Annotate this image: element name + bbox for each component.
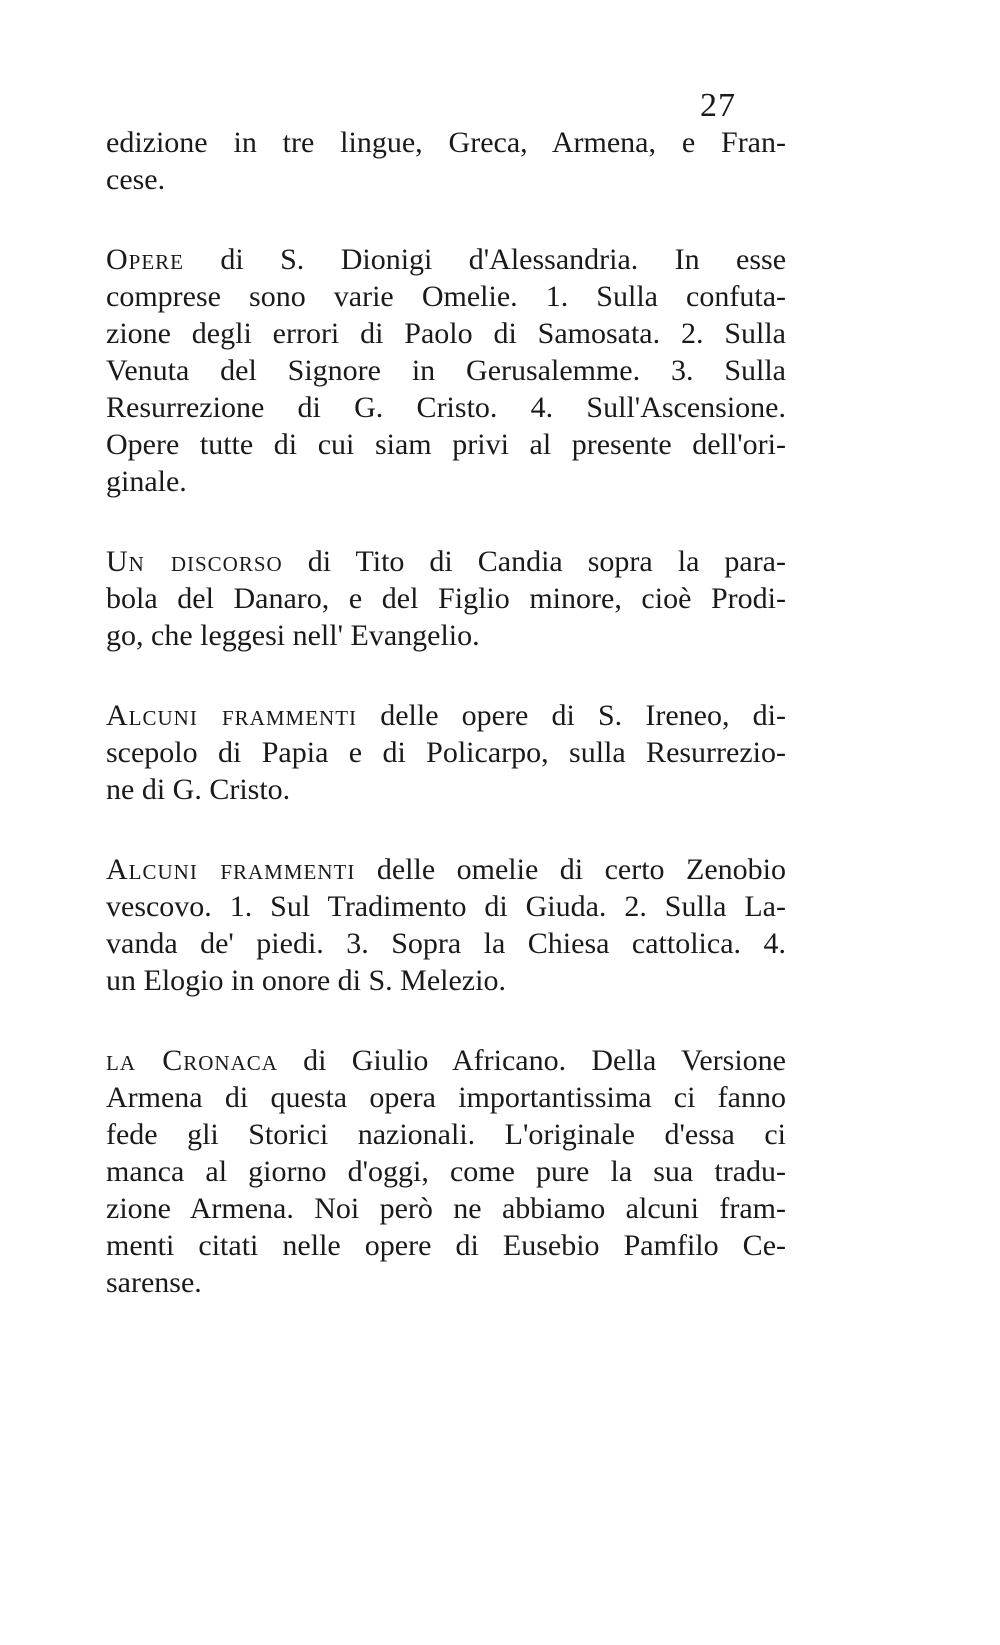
- text-fragment: di Tito di Candia sopra la para-: [307, 545, 786, 578]
- text-line: un Elogio in onore di S. Melezio.: [106, 964, 506, 997]
- text-line: bola del Danaro, e del Figlio minore, cioè Prodi-: [106, 582, 786, 615]
- page-number: 27: [700, 87, 736, 124]
- text-line-lead: [106, 241, 786, 278]
- text-line: vanda de' piedi. 3. Sopra la Chiesa cattolica. 4.: [106, 927, 786, 960]
- text-line: fede gli Storici nazionali. L'originale d'essa ci: [106, 1118, 786, 1151]
- entry-discorso-tito: [106, 543, 786, 654]
- intro-paragraph: [106, 124, 786, 198]
- entry-cronaca-giulio: [106, 1042, 786, 1301]
- text-line: Resurrezione di G. Cristo. 4. Sull'Ascensione.: [106, 391, 786, 424]
- text-fragment: di S. Dionigi d'Alessandria. In esse: [220, 243, 787, 276]
- text-line: zione Armena. Noi però ne abbiamo alcuni fram-: [106, 1192, 786, 1225]
- text-line: Venuta del Signore in Gerusalemme. 3. Sulla: [106, 354, 786, 387]
- entry-lead: Alcuni frammenti: [106, 699, 358, 732]
- text-line: manca al giorno d'oggi, come pure la sua tradu-: [106, 1155, 786, 1188]
- entry-lead: la Cronaca: [106, 1044, 278, 1077]
- entry-lead: Opere: [106, 243, 185, 276]
- page-content: [106, 124, 786, 1301]
- text-fragment: di Giulio Africano. Della Versione: [303, 1044, 786, 1077]
- text-line: ne di G. Cristo.: [106, 773, 291, 806]
- text-line: sarense.: [106, 1266, 202, 1299]
- text-line: edizione in tre lingue, Greca, Armena, e Fran-: [106, 126, 786, 159]
- text-line: Opere tutte di cui siam privi al presente dell'ori-: [106, 428, 786, 461]
- text-line: ginale.: [106, 465, 187, 498]
- text-line: comprese sono varie Omelie. 1. Sulla confuta-: [106, 280, 786, 313]
- text-line: menti citati nelle opere di Eusebio Pamfilo Ce-: [106, 1229, 786, 1262]
- text-line-lead: [106, 697, 786, 734]
- text-fragment: delle omelie di certo Zenobio: [376, 853, 786, 886]
- entry-opere-dionigi: [106, 241, 786, 500]
- text-line-lead: [106, 851, 786, 888]
- text-line: scepolo di Papia e di Policarpo, sulla Resurrezio-: [106, 736, 786, 769]
- entry-frammenti-zenobio: [106, 851, 786, 999]
- text-fragment: delle opere di S. Ireneo, di-: [380, 699, 786, 732]
- text-line: zione degli errori di Paolo di Samosata. 2. Sulla: [106, 317, 786, 350]
- text-line: go, che leggesi nell' Evangelio.: [106, 619, 480, 652]
- text-line: vescovo. 1. Sul Tradimento di Giuda. 2. Sulla La-: [106, 890, 786, 923]
- entry-frammenti-ireneo: [106, 697, 786, 808]
- text-line-lead: [106, 543, 786, 580]
- text-line: cese.: [106, 163, 166, 196]
- entry-lead: Un discorso: [106, 545, 283, 578]
- text-line: Armena di questa opera importantissima ci fanno: [106, 1081, 786, 1114]
- entry-lead: Alcuni frammenti: [106, 853, 356, 886]
- text-line-lead: [106, 1042, 786, 1079]
